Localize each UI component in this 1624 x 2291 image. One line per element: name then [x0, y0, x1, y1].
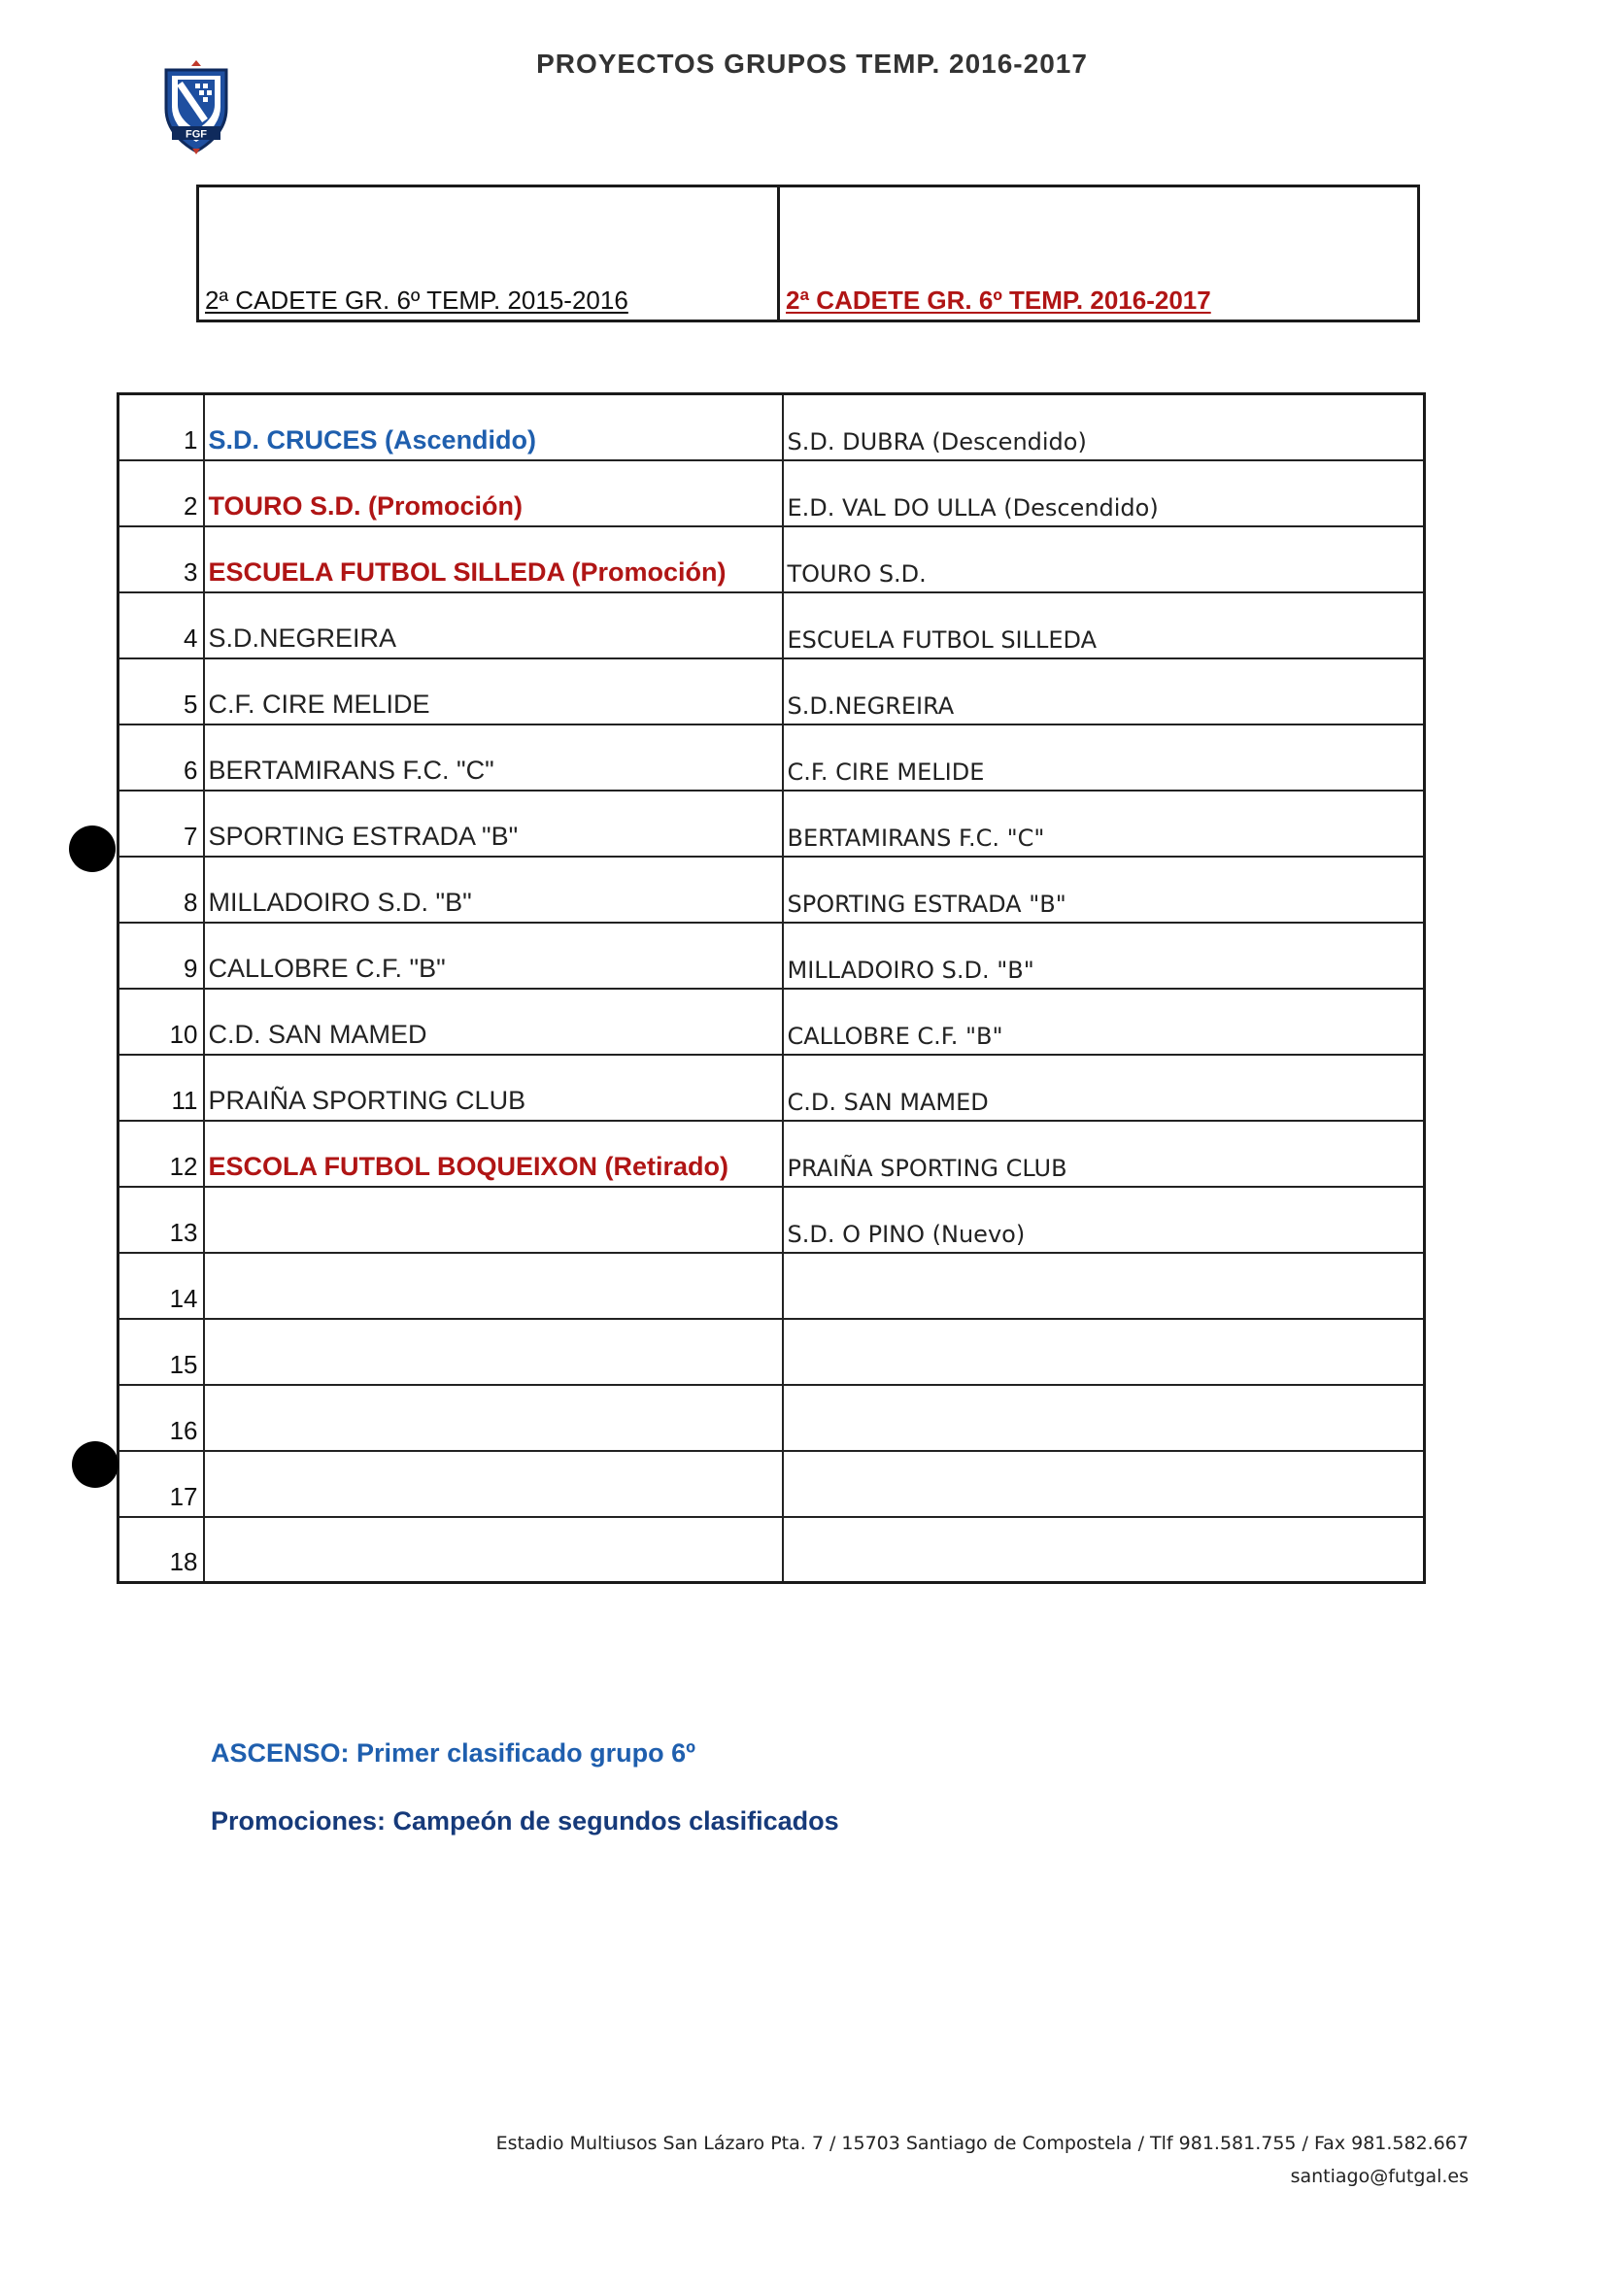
table-row [118, 724, 1425, 791]
ascenso-note: ASCENSO: Primer clasificado grupo 6º [211, 1738, 695, 1768]
previous-season-team: S.D.NEGREIRA [204, 592, 783, 658]
row-number: 7 [118, 791, 204, 857]
current-season-team [783, 1451, 1425, 1517]
table-row [118, 460, 1425, 526]
current-season-team [783, 1517, 1425, 1583]
table-row [118, 658, 1425, 724]
row-number: 11 [118, 1055, 204, 1121]
previous-season-header-cell [199, 187, 780, 320]
current-season-team: S.D.NEGREIRA [783, 658, 1425, 724]
punch-hole-top [69, 825, 116, 872]
punch-hole-bottom [72, 1441, 118, 1488]
previous-season-team: ESCUELA FUTBOL SILLEDA (Promoción) [204, 526, 783, 592]
table-row [118, 1517, 1425, 1583]
current-season-team: SPORTING ESTRADA "B" [783, 857, 1425, 923]
row-number: 13 [118, 1187, 204, 1253]
current-season-team: PRAIÑA SPORTING CLUB [783, 1121, 1425, 1187]
previous-season-team: CALLOBRE C.F. "B" [204, 923, 783, 989]
row-number: 4 [118, 592, 204, 658]
table-row [118, 1055, 1425, 1121]
previous-season-team [204, 1187, 783, 1253]
row-number: 12 [118, 1121, 204, 1187]
document-title: PROYECTOS GRUPOS TEMP. 2016-2017 [536, 49, 1088, 79]
previous-season-team [204, 1253, 783, 1319]
current-season-team: BERTAMIRANS F.C. "C" [783, 791, 1425, 857]
previous-season-team: MILLADOIRO S.D. "B" [204, 857, 783, 923]
table-row [118, 923, 1425, 989]
previous-season-team: BERTAMIRANS F.C. "C" [204, 724, 783, 791]
current-season-header-cell [780, 187, 1417, 320]
teams-table-body [118, 394, 1425, 1583]
previous-season-team [204, 1517, 783, 1583]
current-season-team: S.D. DUBRA (Descendido) [783, 394, 1425, 460]
previous-season-team: S.D. CRUCES (Ascendido) [204, 394, 783, 460]
current-season-team: CALLOBRE C.F. "B" [783, 989, 1425, 1055]
current-season-team [783, 1385, 1425, 1451]
previous-season-team: C.D. SAN MAMED [204, 989, 783, 1055]
table-row [118, 1385, 1425, 1451]
row-number: 17 [118, 1451, 204, 1517]
table-row [118, 1121, 1425, 1187]
table-row [118, 592, 1425, 658]
current-season-team: ESCUELA FUTBOL SILLEDA [783, 592, 1425, 658]
current-season-team: TOURO S.D. [783, 526, 1425, 592]
previous-season-team: ESCOLA FUTBOL BOQUEIXON (Retirado) [204, 1121, 783, 1187]
table-row [118, 1319, 1425, 1385]
row-number: 16 [118, 1385, 204, 1451]
row-number: 18 [118, 1517, 204, 1583]
table-row [118, 857, 1425, 923]
previous-season-team: C.F. CIRE MELIDE [204, 658, 783, 724]
previous-season-team [204, 1451, 783, 1517]
current-season-team [783, 1253, 1425, 1319]
table-row [118, 1187, 1425, 1253]
table-row [118, 526, 1425, 592]
previous-season-team: TOURO S.D. (Promoción) [204, 460, 783, 526]
footer-email: santiago@futgal.es [1290, 2166, 1469, 2187]
row-number: 15 [118, 1319, 204, 1385]
row-number: 10 [118, 989, 204, 1055]
previous-season-team: SPORTING ESTRADA "B" [204, 791, 783, 857]
row-number: 1 [118, 394, 204, 460]
row-number: 2 [118, 460, 204, 526]
season-header-box [196, 185, 1420, 322]
row-number: 8 [118, 857, 204, 923]
current-season-team: C.D. SAN MAMED [783, 1055, 1425, 1121]
previous-season-team: PRAIÑA SPORTING CLUB [204, 1055, 783, 1121]
table-row [118, 1451, 1425, 1517]
current-season-team: MILLADOIRO S.D. "B" [783, 923, 1425, 989]
footer [496, 2127, 1469, 2193]
current-season-team [783, 1319, 1425, 1385]
row-number: 3 [118, 526, 204, 592]
promociones-note: Promociones: Campeón de segundos clasificados [211, 1806, 839, 1836]
previous-season-label: 2ª CADETE GR. 6º TEMP. 2015-2016 [205, 286, 628, 315]
current-season-team: C.F. CIRE MELIDE [783, 724, 1425, 791]
current-season-team: E.D. VAL DO ULLA (Descendido) [783, 460, 1425, 526]
current-season-label: 2ª CADETE GR. 6º TEMP. 2016-2017 [786, 286, 1211, 315]
previous-season-team [204, 1319, 783, 1385]
table-row [118, 1253, 1425, 1319]
table-row [118, 791, 1425, 857]
row-number: 9 [118, 923, 204, 989]
table-row [118, 394, 1425, 460]
footer-address: Estadio Multiusos San Lázaro Pta. 7 / 15703 Santiago de Compostela / Tlf 981.581.755 / Fax 981.582.667 [495, 2133, 1469, 2154]
row-number: 5 [118, 658, 204, 724]
logo-text: FGF [186, 128, 207, 141]
row-number: 6 [118, 724, 204, 791]
current-season-team: S.D. O PINO (Nuevo) [783, 1187, 1425, 1253]
table-row [118, 989, 1425, 1055]
previous-season-team [204, 1385, 783, 1451]
row-number: 14 [118, 1253, 204, 1319]
teams-table [117, 392, 1426, 1584]
